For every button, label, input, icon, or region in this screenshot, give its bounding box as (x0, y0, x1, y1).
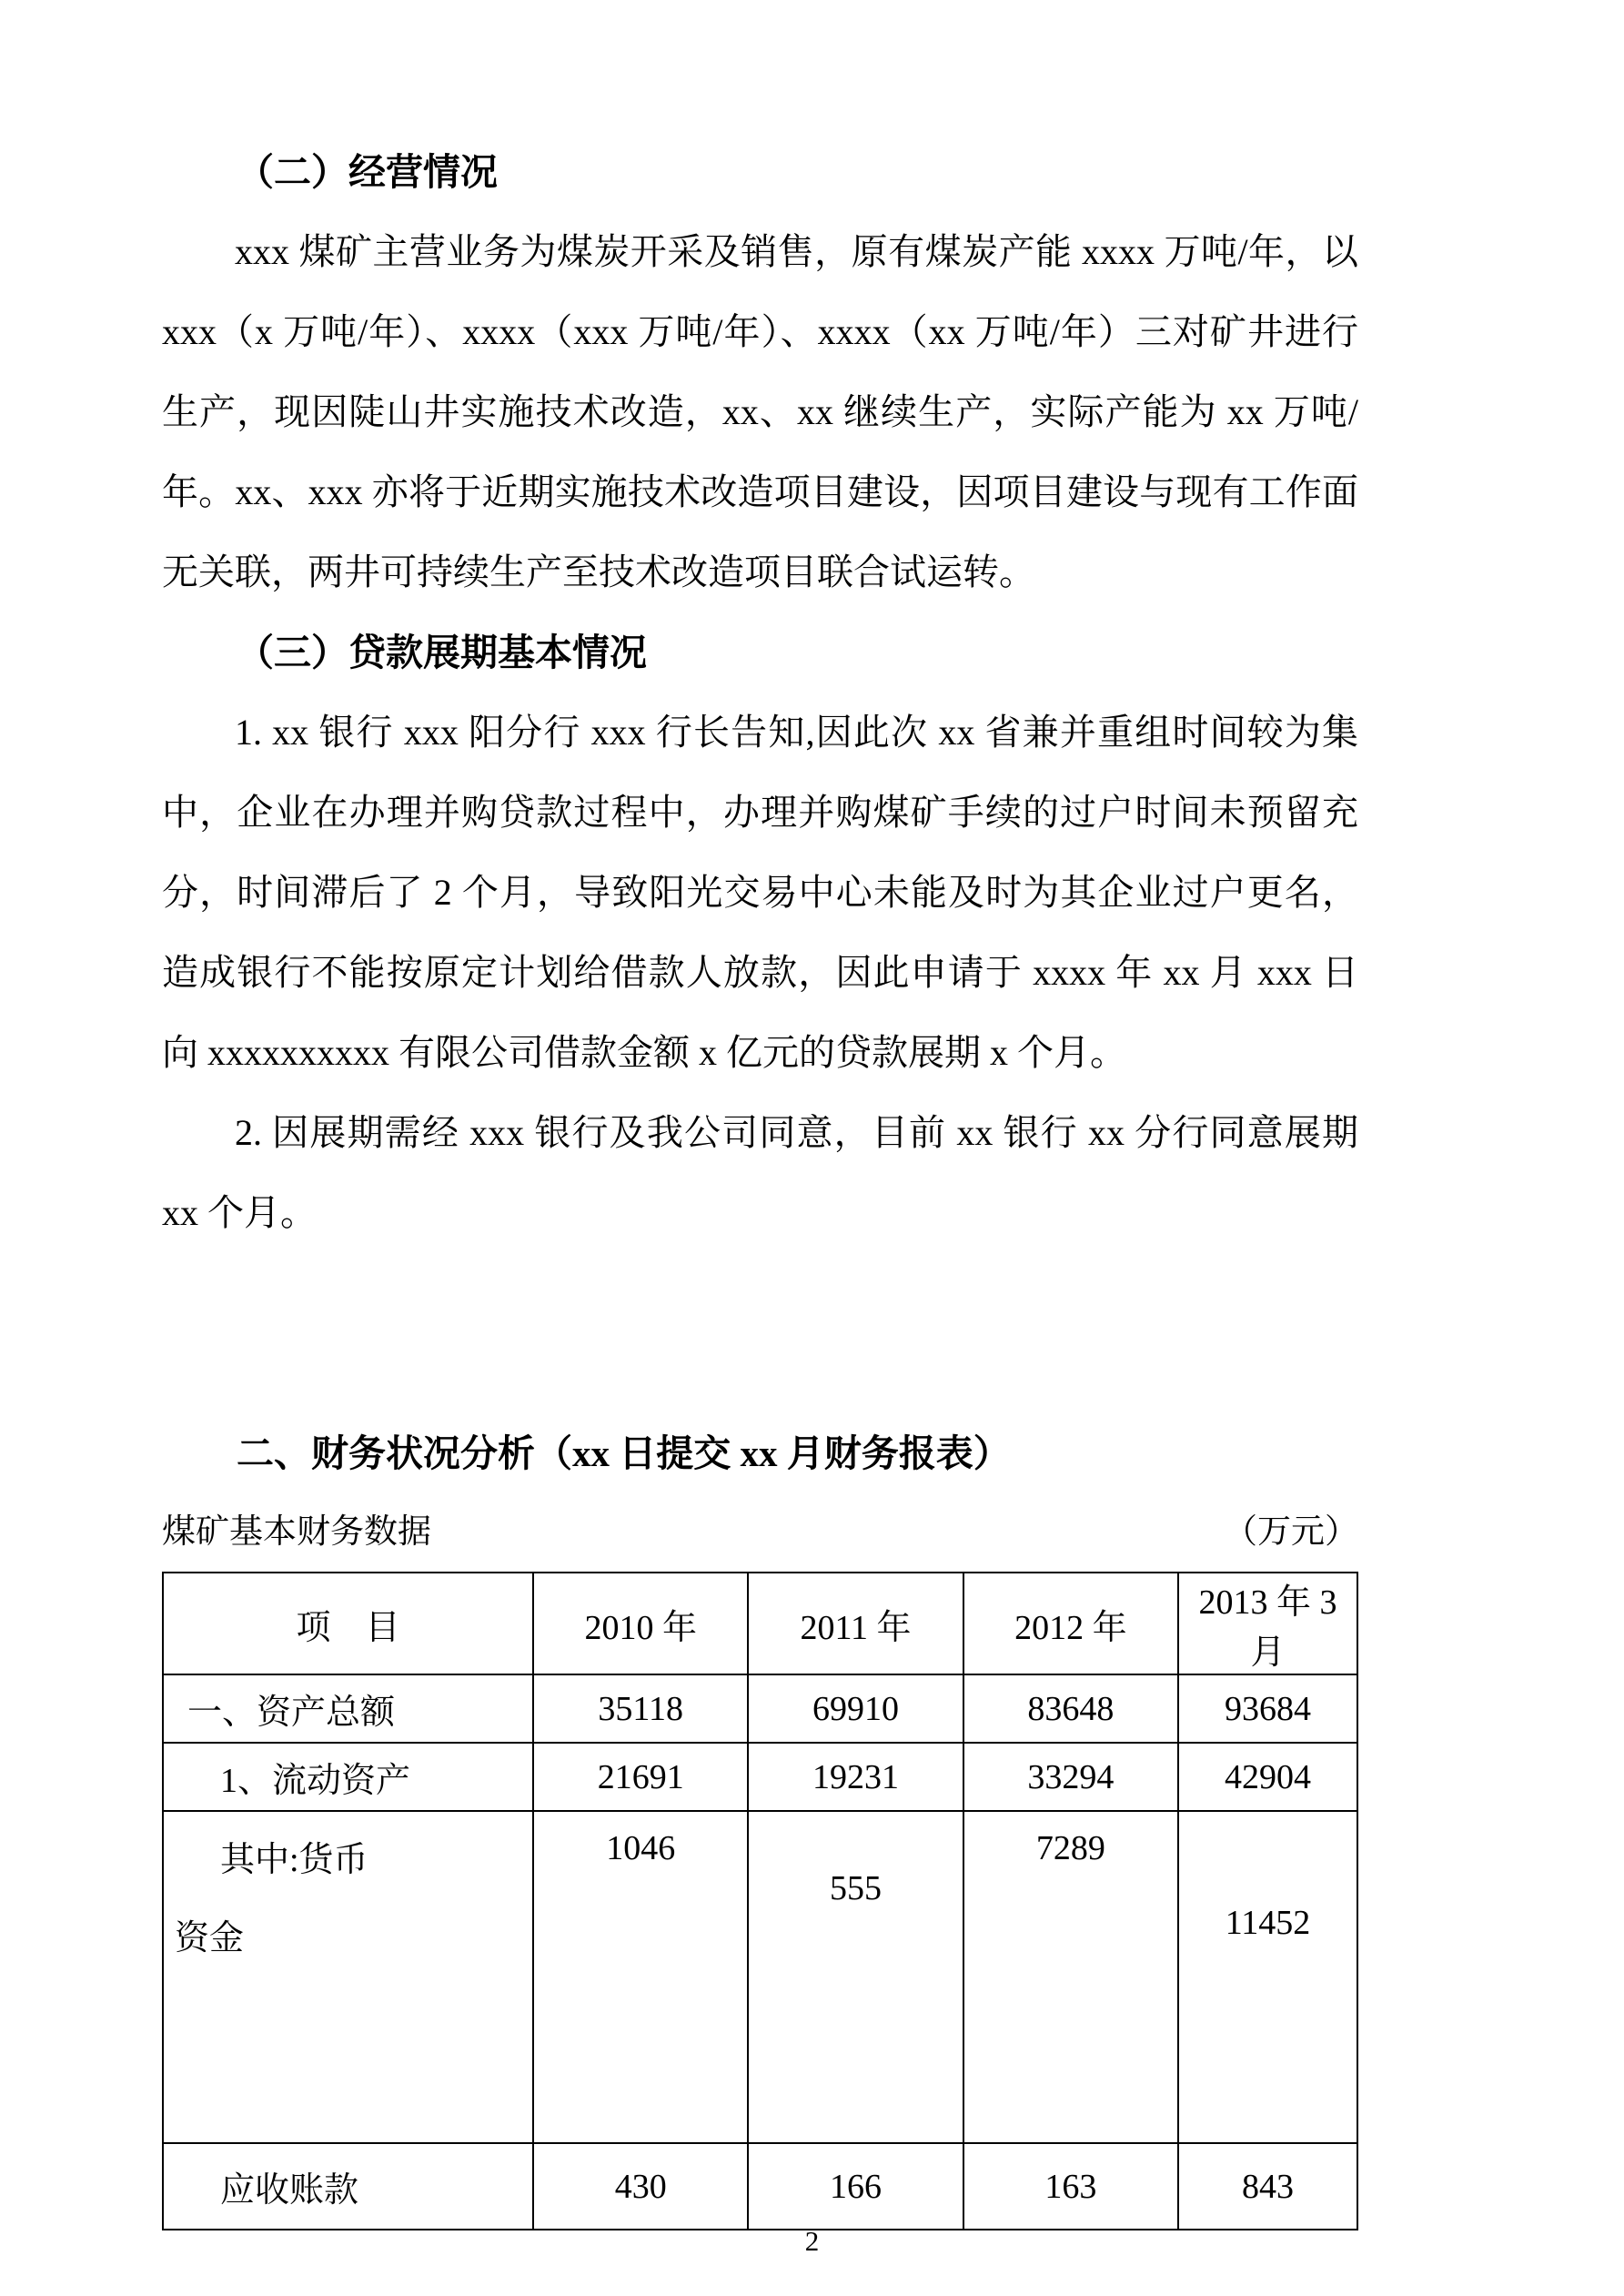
document-body (162, 132, 1358, 2210)
table-header-2013: 2013 年 3 月 (1178, 1573, 1357, 1674)
table-row-monetary-funds (163, 1811, 1357, 2143)
table-cell: 19231 (748, 1743, 963, 1811)
paragraph-loan-extension-1: 1. xx 银行 xxx 阳分行 xxx 行长告知,因此次 xx 省兼并重组时间较为集中，企业在办理并购贷款过程中，办理并购煤矿手续的过户时间未预留充分，时间滞后了 2 个月，导致阳光交易中心未能及时为其企业过户更名，造成银行不能按原定计划给借款人放款，因此申请于 xxxx 年 xx 月 xxx 日向 xxxxxxxxxx 有限公司借款金额 x 亿元的贷款展期 x 个月。 (162, 712, 1358, 1073)
table-cell: 83648 (963, 1674, 1178, 1743)
table-header-item: 项 目 (163, 1573, 533, 1674)
row-label: 应收账款 (163, 2143, 533, 2230)
row-label-line-1: 其中:货币 (220, 1841, 368, 1879)
table-cell: 1046 (533, 1811, 748, 2143)
row-label-line-2: 资金 (175, 1919, 245, 1957)
table-header-2010: 2010 年 (533, 1573, 748, 1674)
table-cell: 21691 (533, 1743, 748, 1811)
table-cell: 11452 (1178, 1811, 1357, 2143)
row-label (163, 1811, 533, 2143)
row-label: 一、资产总额 (163, 1674, 533, 1743)
table-caption-unit: （万元） (1224, 1513, 1358, 1551)
table-cell: 42904 (1178, 1743, 1357, 1811)
table-header-row (163, 1573, 1357, 1674)
paragraph-operating-status: xxx 煤矿主营业务为煤炭开采及销售，原有煤炭产能 xxxx 万吨/年，以 xxx（x 万吨/年）、xxxx（xxx 万吨/年）、xxxx（xx 万吨/年）三对矿井进行生产，现因陡山井实施技术改造，xx、xx 继续生产，实际产能为 xx 万吨/年。xx、xxx 亦将于近期实施技术改造项目建设，因项目建设与现有工作面无关联，两井可持续生产至技术改造项目联合试运转。 (162, 231, 1358, 592)
table-cell: 430 (533, 2143, 748, 2230)
section-heading-loan-extension: （三）贷款展期基本情况 (237, 632, 647, 673)
table-row-current-assets (163, 1743, 1357, 1811)
section-heading-financial-analysis: 二、财务状况分析（xx 日提交 xx 月财务报表） (237, 1432, 1011, 1474)
table-cell: 555 (748, 1811, 963, 2143)
paragraph-loan-extension-2: 2. 因展期需经 xxx 银行及我公司同意，目前 xx 银行 xx 分行同意展期 xx 个月。 (162, 1112, 1358, 1233)
table-cell: 33294 (963, 1743, 1178, 1811)
financial-data-table (162, 1572, 1358, 2230)
table-caption (162, 1493, 1358, 1572)
table-cell: 69910 (748, 1674, 963, 1743)
table-row-accounts-receivable (163, 2143, 1357, 2230)
row-label: 1、流动资产 (163, 1743, 533, 1811)
table-header-2012: 2012 年 (963, 1573, 1178, 1674)
table-cell: 7289 (963, 1811, 1178, 2143)
table-cell: 35118 (533, 1674, 748, 1743)
table-header-2011: 2011 年 (748, 1573, 963, 1674)
section-heading-operating-status: （二）经营情况 (237, 151, 498, 193)
table-caption-title: 煤矿基本财务数据 (162, 1513, 431, 1551)
table-cell: 166 (748, 2143, 963, 2230)
table-cell: 93684 (1178, 1674, 1357, 1743)
page-number: 2 (804, 2225, 820, 2257)
table-row-total-assets (163, 1674, 1357, 1743)
financial-analysis-section (162, 1413, 1358, 2230)
table-cell: 163 (963, 2143, 1178, 2230)
table-cell: 843 (1178, 2143, 1357, 2230)
